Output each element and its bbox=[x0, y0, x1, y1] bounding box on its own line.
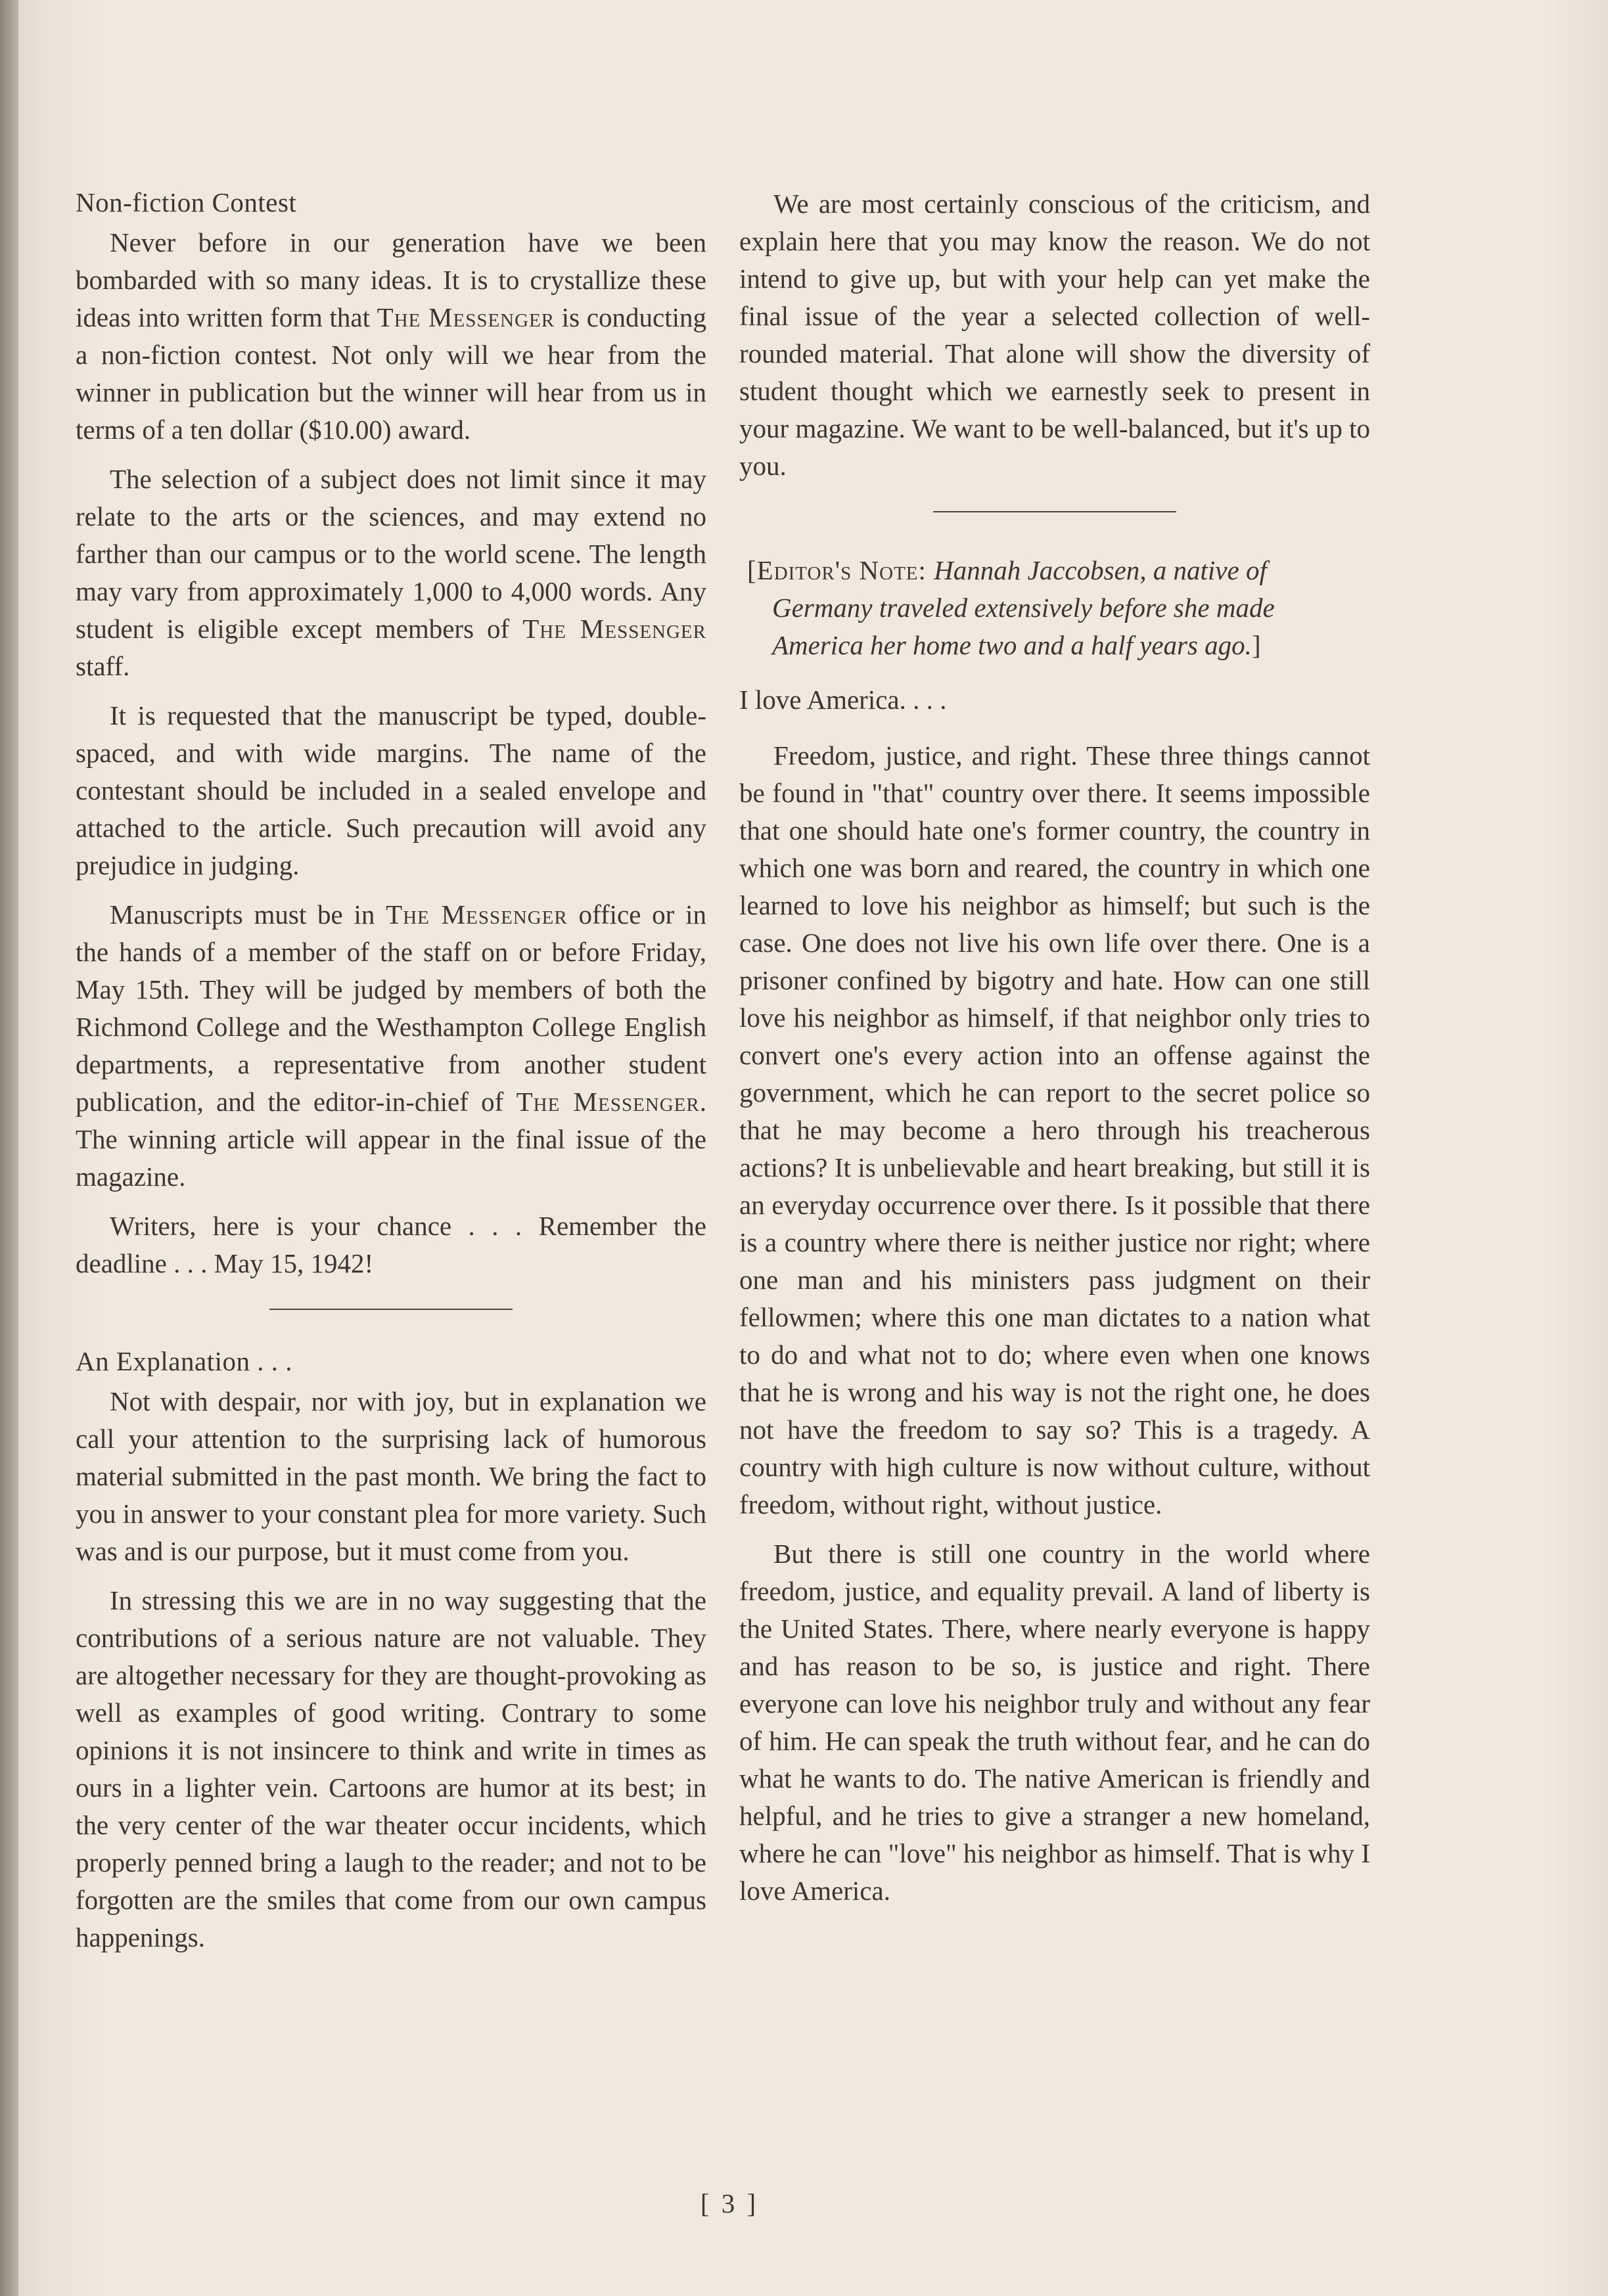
text-run: Never before in our generation have we been bombarded with so many ideas. It is to crystallize these ideas into written form that bbox=[76, 227, 706, 332]
explanation-paragraph: We are most certainly conscious of the criticism, and explain here that you may know the reason. We do not intend to give up, but with your help can yet make the final issue of the year a selected collection of well-rounded material. That alone will show the diversity of student thought which we earnestly seek to present in your magazine. We want to be well-balanced, but it's up to you. bbox=[739, 189, 1370, 481]
text-run: The selection of a subject does not limit since it may relate to the arts or the sciences, and may extend no farther than our campus or to the world scene. The length may vary from approximately 1,000 to 4,000 words. Any student is eligible except members of bbox=[76, 464, 706, 644]
magazine-name: The Messenger bbox=[522, 614, 706, 644]
editor-note-close: ] bbox=[1251, 630, 1261, 660]
contest-paragraph: It is requested that the manuscript be typed, double-spaced, and with wide margins. The name of the contestant should be included in a sealed envelope and attached to the article. Such precaution will avoid any prejudice in judging. bbox=[76, 700, 706, 880]
text-run: office or in the hands of a member of the staff on or before Friday, May 15th. They will be judged by members of both the Richmond College and the Westhampton College English departments, a representative from another student publication, and the editor-in-chief of bbox=[76, 899, 706, 1117]
text-run: Manuscripts must be in bbox=[110, 899, 386, 930]
editor-note bbox=[739, 552, 1370, 664]
explanation-paragraph: Not with despair, nor with joy, but in explanation we call your attention to the surprising lack of humorous material submitted in the past month. We bring the fact to you in answer to your constant plea for more variety. Such was and is our purpose, but it must come from you. bbox=[76, 1386, 706, 1566]
section-divider bbox=[269, 1309, 513, 1310]
contest-paragraph bbox=[76, 224, 706, 449]
text-run: is conducting a non-fiction contest. Not only will we hear from the winner in publication but the winner will hear from us in terms of a ten dollar ($10.00) award. bbox=[76, 302, 706, 445]
explanation-paragraph: In stressing this we are in no way suggesting that the contributions of a serious nature are not valuable. They are altogether necessary for they are thought-provoking as well as examples of good writing. Contrary to some opinions it is not insincere to think and write in times as ours in a lighter vein. Cartoons are humor at its best; in the very center of the war theater occur incidents, which properly penned bring a laugh to the reader; and not to be forgotten are the smiles that come from our own campus happenings. bbox=[76, 1585, 706, 1952]
magazine-name: The Messenger bbox=[386, 899, 568, 930]
binding-spine bbox=[0, 0, 18, 2296]
section-divider bbox=[933, 511, 1176, 512]
page-number: [ 3 ] bbox=[700, 2188, 759, 2218]
left-column bbox=[76, 184, 706, 1968]
editor-note-label: [Editor's Note: bbox=[747, 555, 934, 585]
text-run: . The winning article will appear in the final issue of the magazine. bbox=[76, 1087, 706, 1192]
editor-note-text: Hannah Jaccobsen, a native of Germany traveled extensively before she made America her home two and a half years ago. bbox=[772, 555, 1275, 660]
contest-paragraph bbox=[76, 896, 706, 1196]
essay-paragraph: Freedom, justice, and right. These three things cannot be found in "that" country over there. It seems impossible that one should hate one's former country, the country in which one was born and reared, the country in which one learned to love his neighbor as himself; but such is the case. One does not live his own life over there. One is a prisoner confined by bigotry and hate. How can one still love his neighbor as himself, if that neighbor only tries to convert one's every action into an offense against the government, which he can report to the secret police so that he may become a hero through his treacherous actions? It is unbelievable and heart breaking, but still it is an everyday occurrence over there. Is it possible that there is a country where there is neither justice nor right; where one man and his ministers pass judgment on their fellowmen; where this one man dictates to a nation what to do and what not to do; where even when one knows that he is wrong and his way is not the right one, he does not have the freedom to say so? This is a tragedy. A country with high culture is now without culture, without freedom, without right, without justice. bbox=[739, 740, 1370, 1519]
explanation-heading: An Explanation . . . bbox=[76, 1346, 292, 1376]
right-column bbox=[739, 185, 1370, 1922]
contest-deadline: Writers, here is your chance . . . Remember the deadline . . . May 15, 1942! bbox=[76, 1211, 706, 1278]
essay-paragraph: But there is still one country in the world where freedom, justice, and equality prevail. A land of liberty is the United States. There, where nearly everyone is happy and has reason to be so, is justice and right. There everyone can love his neighbor truly and without any fear of him. He can speak the truth without fear, and he can do what he wants to do. The native American is friendly and helpful, and he tries to give a stranger a new homeland, where he can "love" his neighbor as himself. That is why I love America. bbox=[739, 1539, 1370, 1906]
essay-title: I love America. . . . bbox=[739, 685, 947, 715]
contest-paragraph bbox=[76, 461, 706, 685]
magazine-name: The Messenger bbox=[516, 1087, 700, 1117]
contest-heading: Non-fiction Contest bbox=[76, 187, 297, 217]
text-run: staff. bbox=[76, 651, 130, 681]
magazine-name: The Messenger bbox=[377, 302, 555, 332]
